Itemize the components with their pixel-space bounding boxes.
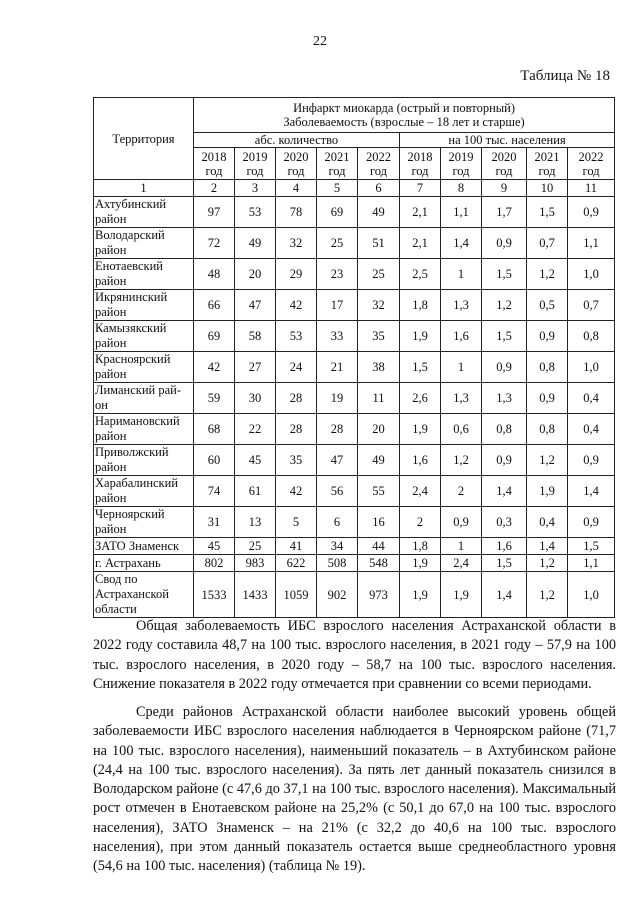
table-cell: 973 [358,572,400,618]
table-cell: 45 [235,445,276,476]
table-cell: 53 [276,321,317,352]
territory-name: Приволжский район [94,445,194,476]
year-header [317,148,358,180]
table-cell: 47 [317,445,358,476]
table-cell: 28 [276,383,317,414]
table-cell: 1,2 [527,572,568,618]
table-cell: 42 [276,290,317,321]
year-suffix: год [369,164,388,178]
page-number: 22 [313,34,327,49]
table-cell: 56 [317,476,358,507]
year-header [276,148,317,180]
table-cell: 1,4 [482,572,527,618]
year-header [358,148,400,180]
territory-name: Володарский район [94,228,194,259]
table-cell: 0,9 [482,228,527,259]
table-cell: 1,4 [527,538,568,555]
year-value: 2019 [448,150,474,164]
table-cell: 1,5 [568,538,615,555]
table-cell: 802 [194,555,235,572]
table-cell: 1,3 [441,290,482,321]
table-cell: 0,8 [527,352,568,383]
table-cell: 1,9 [400,414,441,445]
territory-name: Лиманский рай-он [94,383,194,414]
table-cell: 0,4 [568,414,615,445]
year-value: 2018 [201,150,227,164]
table-cell: 35 [358,321,400,352]
table-cell: 0,8 [482,414,527,445]
table-cell: 25 [235,538,276,555]
table-cell: 0,9 [568,197,615,228]
table-cell: 74 [194,476,235,507]
table-cell: 0,7 [527,228,568,259]
table-cell: 30 [235,383,276,414]
table-row [94,538,615,555]
year-suffix: год [328,164,346,178]
table-row [94,414,615,445]
table-cell: 1,2 [527,555,568,572]
column-number: 5 [317,180,358,197]
table-cell: 1,4 [441,228,482,259]
table-cell: 42 [276,476,317,507]
table-cell: 1,5 [482,321,527,352]
territory-name: Красноярский район [94,352,194,383]
table-cell: 25 [358,259,400,290]
table-cell: 0,5 [527,290,568,321]
table-cell: 1,6 [441,321,482,352]
table-row [94,507,615,538]
table-cell: 60 [194,445,235,476]
table-cell: 61 [235,476,276,507]
table-cell: 1,8 [400,290,441,321]
year-suffix: год [205,164,223,178]
table-cell: 1,9 [400,572,441,618]
table-cell: 31 [194,507,235,538]
table-cell: 55 [358,476,400,507]
table-row [94,290,615,321]
territory-name: ЗАТО Знаменск [94,538,194,555]
year-suffix: год [452,164,470,178]
column-number: 4 [276,180,317,197]
table-cell: 1,9 [527,476,568,507]
table-cell: 51 [358,228,400,259]
table-cell: 16 [358,507,400,538]
table-row [94,445,615,476]
year-value: 2019 [242,150,268,164]
table-row [94,476,615,507]
table-cell: 548 [358,555,400,572]
year-header [235,148,276,180]
table-cell: 59 [194,383,235,414]
table-cell: 20 [358,414,400,445]
table-cell: 1,2 [482,290,527,321]
table-cell: 2,4 [400,476,441,507]
table-cell: 0,9 [568,445,615,476]
header-line-2: Заболеваемость (взрослые – 18 лет и старше) [283,115,525,129]
table-cell: 25 [317,228,358,259]
column-number: 11 [568,180,615,197]
territory-name: Икрянинский район [94,290,194,321]
year-suffix: год [287,164,305,178]
table-cell: 1059 [276,572,317,618]
year-suffix: год [411,164,429,178]
table-cell: 0,3 [482,507,527,538]
table-cell: 1,1 [441,197,482,228]
table-cell: 1,5 [527,197,568,228]
territory-name: г. Астрахань [94,555,194,572]
table-cell: 32 [276,228,317,259]
table-cell: 49 [358,445,400,476]
column-number: 2 [194,180,235,197]
table-cell: 49 [358,197,400,228]
table-cell: 11 [358,383,400,414]
year-suffix: год [538,164,556,178]
year-value: 2022 [578,150,604,164]
table-cell: 1,5 [482,555,527,572]
table-cell: 29 [276,259,317,290]
table-cell: 1,2 [527,445,568,476]
table-row [94,383,615,414]
table-row [94,259,615,290]
table-cell: 13 [235,507,276,538]
table-cell: 2 [400,507,441,538]
territory-name: Камызякский район [94,321,194,352]
table-title: Таблица № 18 [520,68,610,84]
group-abs-header: абс. количество [194,133,400,148]
table-cell: 983 [235,555,276,572]
table-cell: 902 [317,572,358,618]
column-number: 9 [482,180,527,197]
table-cell: 2,5 [400,259,441,290]
table-cell: 45 [194,538,235,555]
column-number: 7 [400,180,441,197]
main-header [194,98,615,133]
table-cell: 33 [317,321,358,352]
table-cell: 1433 [235,572,276,618]
table-cell: 22 [235,414,276,445]
territory-header: Территория [94,98,194,180]
table-cell: 1,9 [441,572,482,618]
table-cell: 1,4 [568,476,615,507]
table-cell: 38 [358,352,400,383]
table-cell: 1,5 [482,259,527,290]
incidence-table [93,97,615,618]
table-cell: 28 [317,414,358,445]
table-cell: 49 [235,228,276,259]
table-cell: 1,2 [441,445,482,476]
column-number: 3 [235,180,276,197]
year-value: 2020 [491,150,517,164]
group-per100-header: на 100 тыс. населения [400,133,615,148]
table-cell: 2 [441,476,482,507]
table-cell: 69 [194,321,235,352]
table-cell: 1,5 [400,352,441,383]
table-cell: 48 [194,259,235,290]
table-cell: 53 [235,197,276,228]
year-suffix: год [582,164,600,178]
column-number: 8 [441,180,482,197]
table-cell: 1,0 [568,259,615,290]
table-cell: 0,9 [527,383,568,414]
table-cell: 0,7 [568,290,615,321]
table-cell: 35 [276,445,317,476]
year-suffix: год [495,164,513,178]
table-cell: 34 [317,538,358,555]
table-cell: 66 [194,290,235,321]
table-cell: 2,6 [400,383,441,414]
table-cell: 32 [358,290,400,321]
table-cell: 2,1 [400,228,441,259]
table-cell: 0,8 [568,321,615,352]
header-line-1: Инфаркт миокарда (острый и повторный) [293,101,516,115]
territory-name: Харабалинский район [94,476,194,507]
year-header [527,148,568,180]
table-cell: 97 [194,197,235,228]
column-number: 1 [94,180,194,197]
table-cell: 1,3 [482,383,527,414]
table-cell: 1,0 [568,572,615,618]
table-cell: 1,3 [441,383,482,414]
year-value: 2018 [407,150,433,164]
table-cell: 17 [317,290,358,321]
table-cell: 0,4 [527,507,568,538]
table-cell: 1 [441,352,482,383]
territory-name: Енотаевский район [94,259,194,290]
table-cell: 1,1 [568,555,615,572]
table-cell: 23 [317,259,358,290]
territory-name: Наримановский район [94,414,194,445]
territory-name: Свод по Астраханской области [94,572,194,618]
year-suffix: год [246,164,264,178]
table-cell: 1,6 [400,445,441,476]
year-value: 2021 [324,150,350,164]
table-cell: 78 [276,197,317,228]
table-cell: 0,9 [482,445,527,476]
table-cell: 2,1 [400,197,441,228]
table-cell: 21 [317,352,358,383]
table-cell: 1,6 [482,538,527,555]
table-cell: 0,4 [568,383,615,414]
table-cell: 2,4 [441,555,482,572]
table-row [94,321,615,352]
territory-name: Ахтубинский район [94,197,194,228]
table-cell: 5 [276,507,317,538]
year-value: 2021 [534,150,560,164]
table-cell: 622 [276,555,317,572]
year-value: 2020 [283,150,309,164]
year-header [400,148,441,180]
table-cell: 27 [235,352,276,383]
table-cell: 1,0 [568,352,615,383]
table-cell: 1,1 [568,228,615,259]
table-cell: 28 [276,414,317,445]
table-cell: 69 [317,197,358,228]
table-cell: 47 [235,290,276,321]
table-cell: 0,9 [568,507,615,538]
table-row [94,197,615,228]
table-cell: 58 [235,321,276,352]
body-paragraph: Общая заболеваемость ИБС взрослого населения Астраханской области в 2022 году составила 48,7 на 100 тыс. взрослого населения, в 2021 году – 57,9 на 100 тыс. взрослого населения, в 2020 году – 58,7 на 100 тыс. взрослого населения. Снижение показателя в 2022 году отмечается при сравнении со всеми периодами. [93,618,616,692]
table-row [94,228,615,259]
table-cell: 44 [358,538,400,555]
table-cell: 24 [276,352,317,383]
table-row [94,352,615,383]
column-number: 10 [527,180,568,197]
table-cell: 1,9 [400,555,441,572]
table-cell: 72 [194,228,235,259]
table-cell: 1 [441,538,482,555]
year-header [441,148,482,180]
table-cell: 1,7 [482,197,527,228]
table-cell: 20 [235,259,276,290]
table-cell: 42 [194,352,235,383]
table-cell: 6 [317,507,358,538]
table-cell: 41 [276,538,317,555]
table-row [94,555,615,572]
table-cell: 1,9 [400,321,441,352]
year-header [568,148,615,180]
territory-name: Черноярский район [94,507,194,538]
table-cell: 0,6 [441,414,482,445]
year-header [194,148,235,180]
table-cell: 19 [317,383,358,414]
body-paragraph: Среди районов Астраханской области наиболее высокий уровень общей заболеваемости ИБС взрослого населения наблюдается в Черноярском районе (71,7 на 100 тыс. взрослого населения), наименьший показатель – в Ахтубинском районе (24,4 на 100 тыс. взрослого населения). За пять лет данный показатель снизился в Володарском районе (с 47,6 до 37,1 на 100 тыс. взрослого населения). Максимальный рост отмечен в Енотаевском районе на 25,2% (с 50,1 до 67,0 на 100 тыс. взрослого населения), ЗАТО Знаменск – на 21% (с 32,2 до 40,6 на 100 тыс. взрослого населения), при этом данный показатель остается выше среднеобластного уровня (54,6 на 100 тыс. населения) (таблица № 19). [93,704,616,875]
table-cell: 0,9 [527,321,568,352]
column-number: 6 [358,180,400,197]
table-cell: 0,8 [527,414,568,445]
table-cell: 1,4 [482,476,527,507]
table-cell: 1533 [194,572,235,618]
table-row [94,572,615,618]
table-cell: 0,9 [482,352,527,383]
table-cell: 1,2 [527,259,568,290]
year-value: 2022 [366,150,391,164]
table-cell: 508 [317,555,358,572]
year-header [482,148,527,180]
table-cell: 1,8 [400,538,441,555]
table-cell: 68 [194,414,235,445]
table-cell: 1 [441,259,482,290]
table-cell: 0,9 [441,507,482,538]
